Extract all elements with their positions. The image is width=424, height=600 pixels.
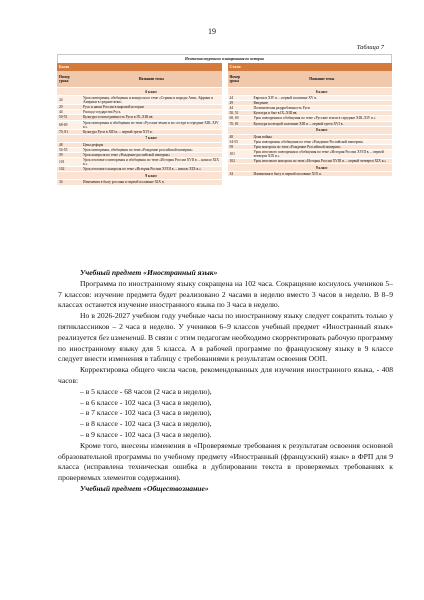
lesson-topic: Урок повторения и обобщения по теме «Русские земли и их соседи в середине XIII–XIV в.»: [83, 120, 219, 129]
lesson-number: 34: [229, 172, 234, 177]
table-row: [57, 158, 222, 167]
page-number: 19: [208, 27, 216, 36]
lesson-number: 70, 81: [229, 121, 239, 126]
grade-label: 9 класс: [145, 173, 158, 178]
grade-row: [228, 88, 393, 96]
lesson-topic: Урок итогового повторения и обобщения по теме «История России XVII в. – начало XIX в.»: [83, 158, 219, 167]
lesson-topic: Урок итогового повторения и обобщения по теме «История России XVIII в. – первой четверти XIX в.»: [253, 149, 384, 159]
table-row: [228, 172, 393, 177]
table-label: Таблица 7: [356, 44, 384, 51]
lesson-number: 24: [59, 98, 63, 103]
lesson-topic: Культура во второй половине XIII в. – первой трети XVI в.: [253, 121, 344, 126]
lesson-topic: Урок итогового контроля по теме «История России XVIII в. – первой четверти XIX в.»: [253, 159, 387, 164]
subject-heading-foreign-language: Учебный предмет «Иностранный язык»: [80, 268, 218, 277]
lesson-number: 44: [59, 110, 63, 115]
lesson-number: 68-69: [59, 122, 68, 127]
table-column-before: [57, 63, 222, 185]
table-column-after: [228, 63, 393, 185]
lesson-topic: Урок повторения, обобщения по теме «Рождение российской империи»: [83, 147, 193, 152]
body-text: [58, 268, 393, 495]
list-item: – в 7 классе - 102 часа (3 часа в неделю),: [80, 408, 212, 418]
lesson-number: 101: [229, 151, 235, 156]
lesson-number: 29: [59, 105, 63, 110]
grade-row: [57, 172, 222, 180]
lesson-number: 24: [229, 96, 234, 101]
lesson-topic: Изменения в быту россиян в первой половине XIX в.: [83, 180, 165, 185]
lesson-topic: Культура и быт в IX–XIII вв.: [253, 111, 298, 116]
table-row: [57, 121, 222, 130]
lesson-topic: Урок контроля по теме «Рождение российской империи»: [83, 153, 171, 158]
grade-label: 6 класс: [315, 89, 328, 94]
history-changes-table: [57, 54, 392, 186]
lesson-topic: Урок контроля по теме «Рождение Российской империи»: [253, 144, 341, 149]
header-topic-name: Название темы: [138, 77, 164, 82]
paragraph: Корректировка общего числа часов, рекомендованных для изучения иностранного языка, - 408 часов:: [58, 365, 393, 385]
table-row: [57, 180, 222, 185]
table-header-row: [57, 71, 222, 88]
lesson-number: 70, 81: [59, 129, 68, 134]
lesson-number: 59: [229, 144, 234, 149]
table-row: [57, 96, 222, 105]
lesson-number: 101: [59, 160, 65, 165]
lesson-topic: Цена войны: [253, 134, 272, 139]
column-header-after: Стало: [228, 63, 393, 71]
lesson-number: 68, 69: [229, 116, 239, 121]
paragraph-text: . В связи с этим педагогам необходимо скорректировать рабочую программу по иностранному языку для 5 класса. А в рабочей программе по французскому языку в 9 классе следует внести изменения в таблицу с требованиями к результатам освоения ООП.: [58, 332, 393, 364]
lesson-topic: Русь и наши России в мировой истории: [83, 105, 144, 110]
paragraph-text: Но в 2026-2027 учебном году учебные часы по иностранному языку следует сократить только у пятиклассников – 2 часа в неделю. У учеников 6–9 классов учебный предмет «Иностранный язык» реализуется: [58, 311, 393, 342]
paragraph: Кроме того, внесены изменения в «Проверяемые требования к результатам освоения основной образовательной программы по учебному предмету «Иностранный (французский) язык» в ФРП для 9 класса (исправлена техническая ошибка в дублировании текста в проверяемых требованиях к проверяемых элементов содержания).: [58, 440, 393, 483]
table-row: [228, 150, 393, 159]
list-item: – в 6 классе - 102 часа (3 часа в неделю),: [80, 397, 212, 407]
table-title: Изменения поурочного планирования по истории: [57, 54, 392, 63]
grade-label: 7 класс: [145, 136, 158, 141]
lesson-topic: Культура Руси в XIII в. – первой трети XVI в.: [83, 129, 153, 134]
lesson-topic: Культура и повседневность Руси в IX–XIII вв: [83, 115, 153, 120]
subject-heading-social-studies: Учебный предмет «Обществознание»: [80, 483, 209, 493]
header-lesson-number: Номер урока: [59, 75, 70, 84]
lesson-number: 102: [229, 159, 235, 164]
paragraph: [58, 311, 393, 365]
lesson-number: 29: [229, 101, 234, 106]
grade-row: [57, 88, 222, 96]
lesson-topic: Урок повторения, обобщения и контроля по теме «Страны и народы Азии, Африки и Америки в средние века»: [83, 96, 213, 105]
lesson-number: 102: [59, 167, 65, 172]
list-item: – в 9 классе - 102 часа (3 часа в неделю).: [80, 429, 212, 439]
lesson-topic: Цена реформ: [83, 142, 104, 147]
lesson-number: 48: [59, 142, 63, 147]
lesson-topic: Урок повторения, обобщения по теме «Рождение Российской империи»: [253, 139, 364, 144]
grade-label: 9 класс: [315, 165, 328, 170]
header-topic-name: Название темы: [309, 77, 335, 82]
paragraph: Программа по иностранному языку сокращена на 102 часа. Сокращение коснулось учеников 5–7 классов: изучение предмета будет реализовано 2 часами в неделю вместо 3 часов в неделю. В 8–9 классах останется изучение иностранного языка по 3 часа в неделю.: [58, 278, 393, 310]
table-header-row: [228, 71, 393, 88]
lesson-number: 50, 51: [229, 111, 239, 116]
grade-row: [57, 135, 222, 143]
lesson-topic: Европа в XIV в. – первой половине XV в.: [253, 96, 317, 101]
lesson-number: 44: [229, 106, 234, 111]
lesson-number: 59: [59, 153, 63, 158]
column-header-before: Было: [57, 63, 222, 71]
grade-label: 8 класс: [315, 128, 328, 133]
list-item: – в 8 классе - 102 часа (3 часа в неделю),: [80, 419, 212, 429]
grade-label: 6 класс: [145, 89, 158, 94]
grade-row: [228, 164, 393, 172]
lesson-number: 54-55: [59, 147, 68, 152]
lesson-topic: Урок итогового контроля по теме «История России XVIII в. – начало XIX в.»: [83, 167, 201, 172]
lesson-number: 34: [59, 180, 63, 185]
lesson-number: 54-55: [229, 139, 238, 144]
lesson-topic: Распад государства Русь: [83, 110, 121, 115]
grade-row: [228, 127, 393, 135]
lesson-number: 48: [229, 134, 234, 139]
emphasis-text: без изменений: [98, 332, 145, 342]
lesson-topic: Политическая раздробленность Руси: [253, 106, 311, 111]
lesson-topic: Введение: [253, 101, 268, 106]
lesson-topic: Урок повторения и обобщения по теме «Русские земли в середине XIII–XIV в.»: [253, 116, 376, 121]
list-item: – в 5 классе - 68 часов (2 часа в неделю),: [80, 386, 212, 396]
lesson-topic: Изменения в быту в первой половине XIX в.: [253, 172, 322, 177]
lesson-number: 50-51: [59, 115, 68, 120]
header-lesson-number: Номер урока: [229, 75, 241, 84]
